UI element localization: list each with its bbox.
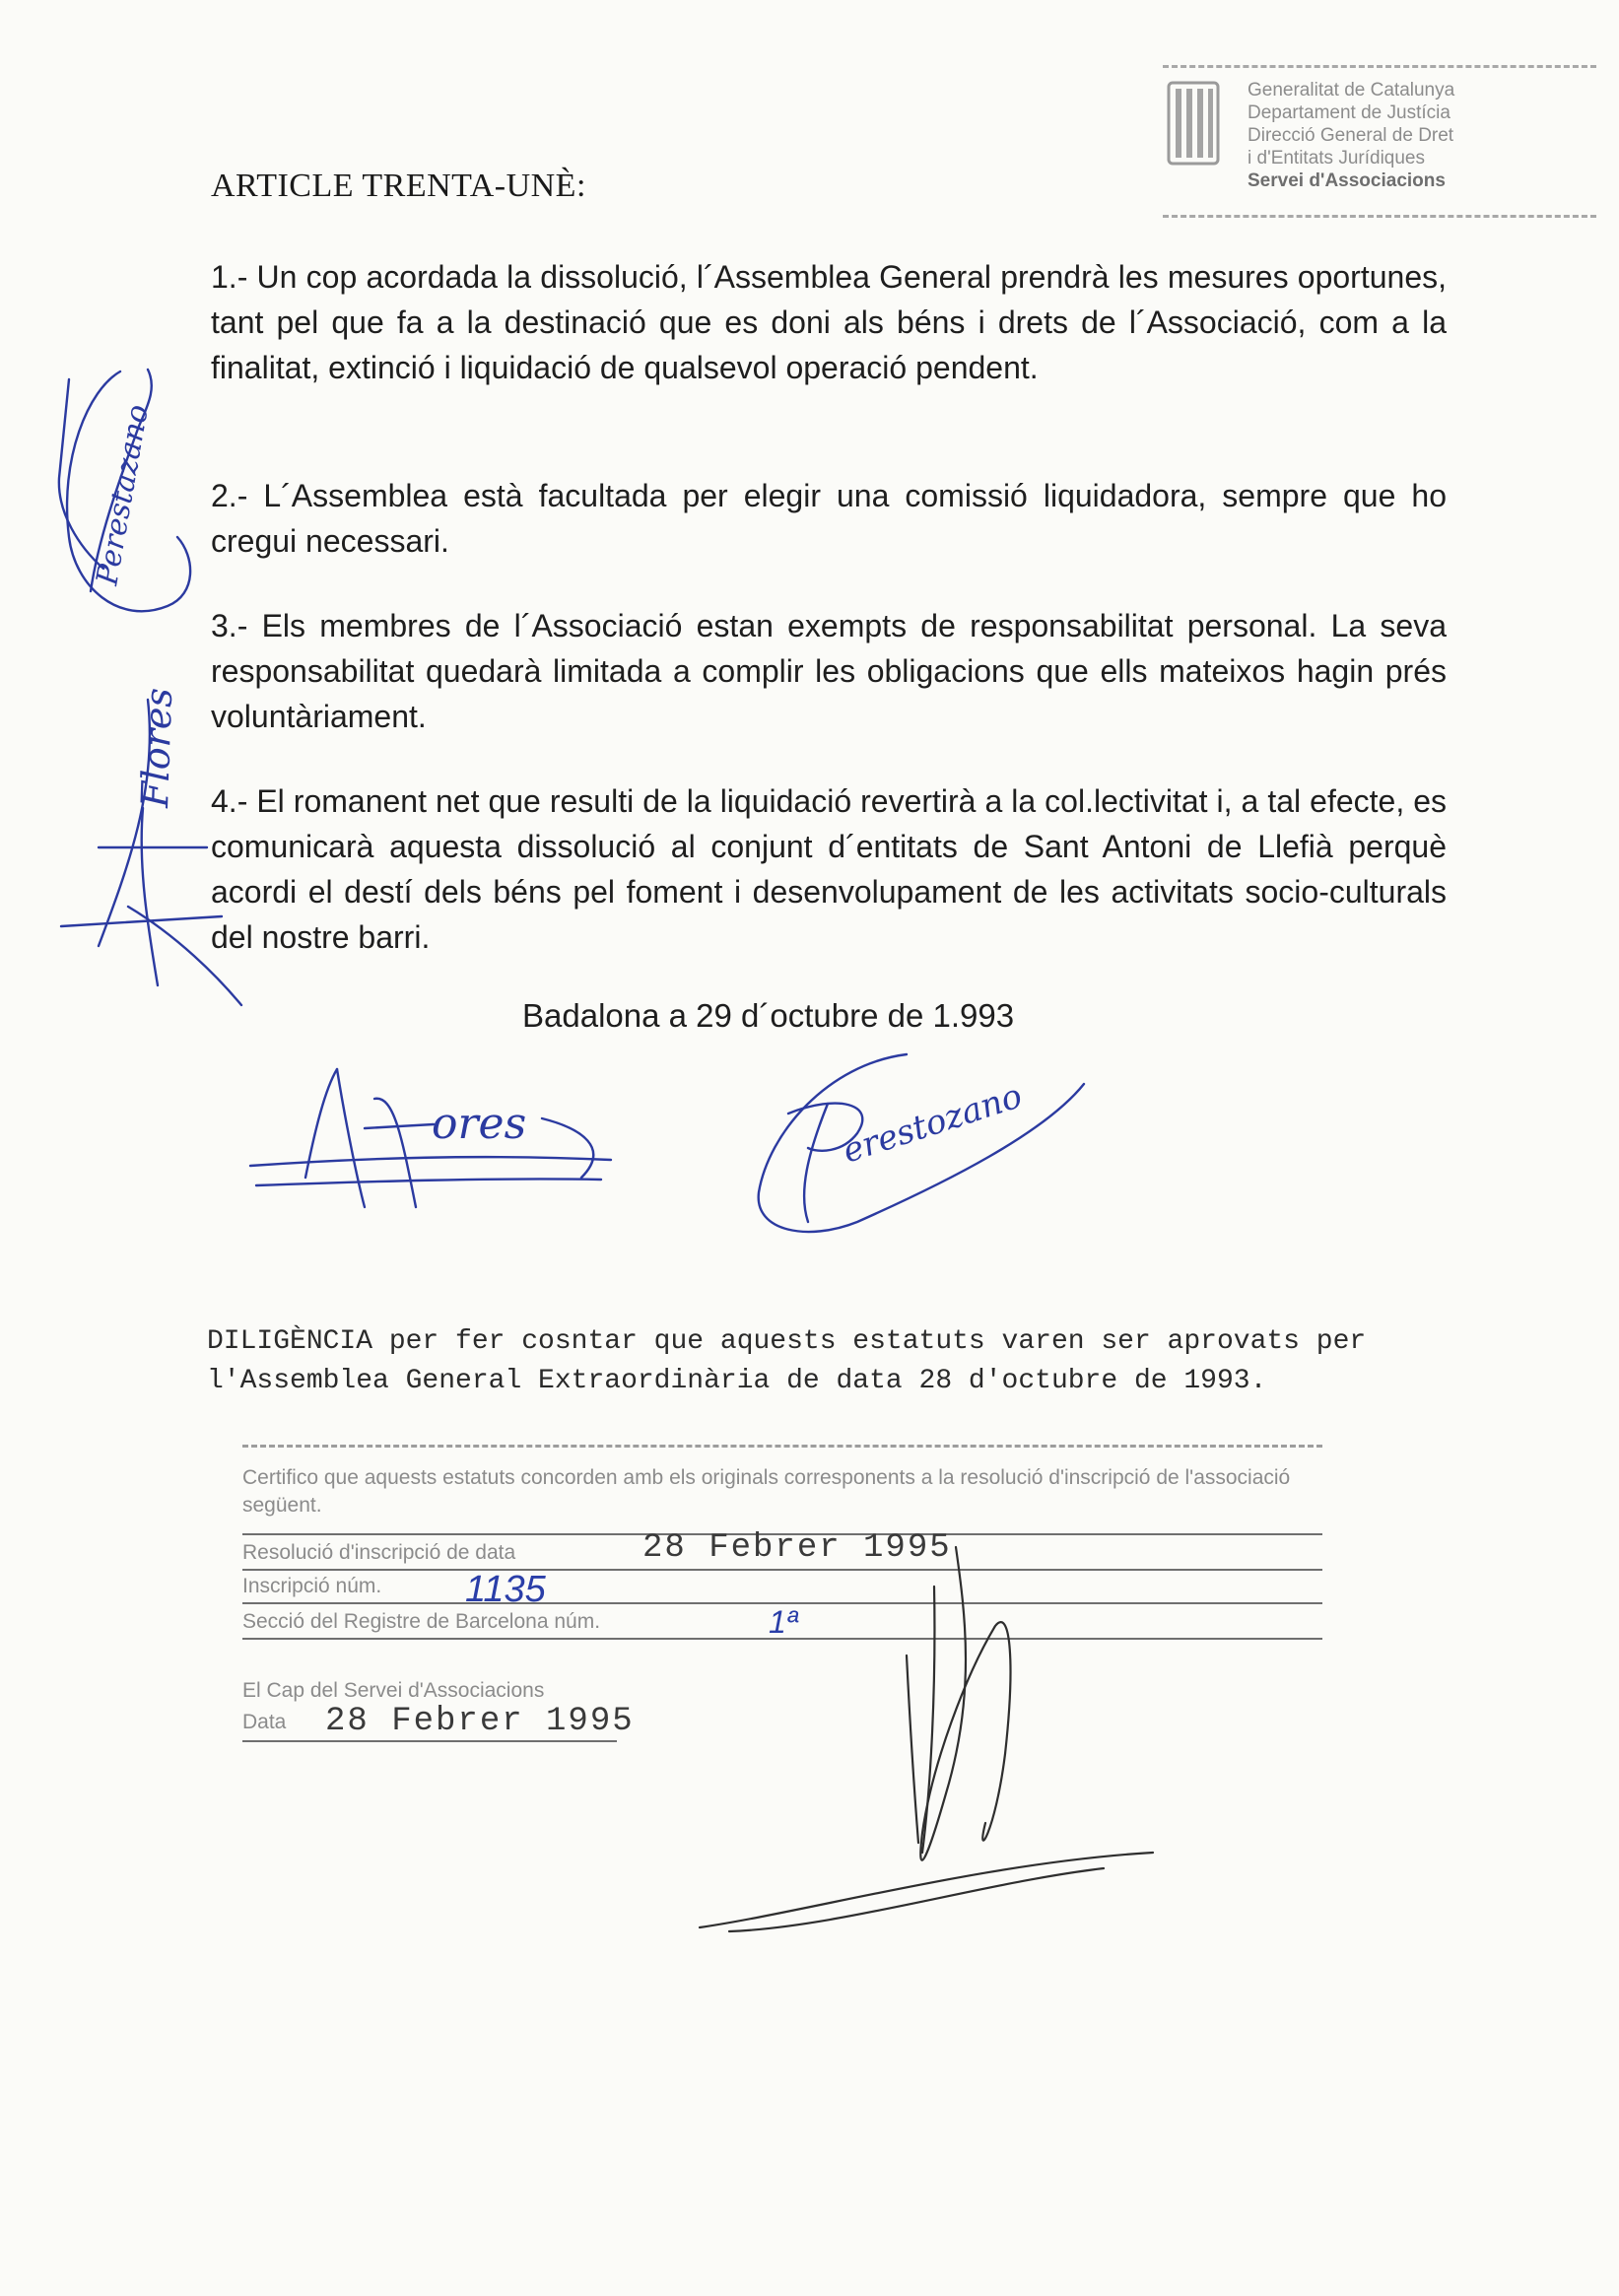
- stamp-line-2: Departament de Justícia: [1248, 102, 1450, 123]
- section-label: Secció del Registre de Barcelona núm.: [242, 1610, 601, 1633]
- official-signature: [690, 1537, 1163, 1971]
- stamp-line-1: Generalitat de Catalunya: [1248, 80, 1455, 101]
- diligence-note: DILIGÈNCIA per fer cosntar que aquests estatuts varen ser aprovats per l'Assemblea General Extraordinària de data 28 d'octubre de 1993.: [207, 1326, 1367, 1396]
- certificate-date-label: Data: [242, 1711, 287, 1733]
- article-paragraph-2: 2.- L´Assemblea està facultada per elegir una comissió liquidadora, sempre que ho cregui necessari.: [211, 478, 1447, 559]
- signature-flores: [246, 1059, 621, 1256]
- stamp-line-5: Servei d'Associacions: [1248, 170, 1446, 191]
- resolution-label: Resolució d'inscripció de data: [242, 1541, 516, 1564]
- inscription-label: Inscripció núm.: [242, 1575, 382, 1597]
- stamp-bottom-rule: [1163, 215, 1596, 218]
- inscription-number-value: 1135: [465, 1569, 546, 1610]
- stamp-top-rule: [1163, 65, 1596, 68]
- certificate-bottom-rule: [242, 1740, 617, 1742]
- article-paragraph-4: 4.- El romanent net que resulti de la liquidació revertirà a la col.lectivitat i, a tal efecte, es comunicarà aquesta dissolució al conjunt d´entitats de Sant Antoni de Llefià perquè acordi el destí dels béns pel foment i desenvolupament de les activitats socio-culturals del nostre barri.: [211, 783, 1447, 955]
- svg-text:Perestazano: Perestazano: [90, 402, 157, 588]
- certificate-intro: Certifico que aquests estatuts concorden amb els originals corresponents a la resolució d'inscripció de l'associació següent.: [242, 1466, 1291, 1517]
- certificate-top-rule: [242, 1445, 1322, 1448]
- stamp-line-4: i d'Entitats Jurídiques: [1248, 148, 1425, 169]
- stamp-line-3: Direcció General de Dret: [1248, 125, 1454, 146]
- chief-of-service-label: El Cap del Servei d'Associacions: [242, 1679, 545, 1702]
- certificate-date-value: 28 Febrer 1995: [325, 1703, 635, 1740]
- place-and-date: Badalona a 29 d´octubre de 1.993: [522, 997, 1015, 1034]
- article-title: ARTICLE TRENTA-UNÈ:: [211, 168, 586, 204]
- resolution-date-value: 28 Febrer 1995: [642, 1529, 952, 1567]
- section-number-value: 1ª: [769, 1604, 798, 1640]
- signature-perestazano: [749, 1045, 1094, 1242]
- margin-signature-upper: [30, 340, 197, 645]
- catalonia-coat-of-arms-icon: [1167, 81, 1220, 166]
- margin-signature-lower: [39, 670, 246, 1015]
- svg-text:ores: ores: [432, 1099, 527, 1149]
- article-paragraph-3: 3.- Els membres de l´Associació estan exempts de responsabilitat personal. La seva responsabilitat quedarà limitada a complir les obligacions que ells mateixos hagin prés voluntàriament.: [211, 608, 1447, 734]
- stamp-text: [1248, 79, 1592, 192]
- article-paragraph-1: 1.- Un cop acordada la dissolució, l´Assemblea General prendrà les mesures oportunes, tant pel que fa a la destinació que es doni als béns i drets de l´Associació, com a la finalitat, extinció i liquidació de qualsevol operació pendent.: [211, 259, 1447, 385]
- svg-text:erestozano: erestozano: [838, 1076, 1028, 1172]
- generalitat-stamp: [1163, 65, 1596, 223]
- svg-text:Flores: Flores: [133, 687, 181, 809]
